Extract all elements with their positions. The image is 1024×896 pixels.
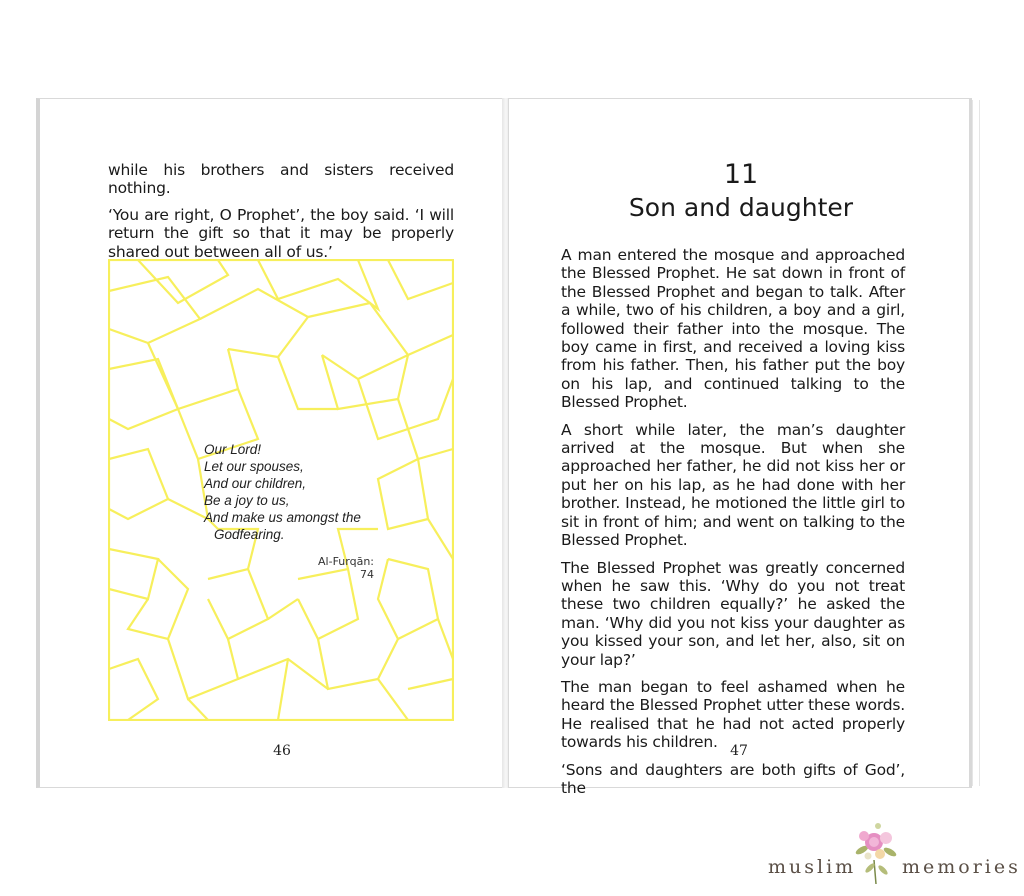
quote-line: Be a joy to us, <box>204 493 290 508</box>
right-page <box>508 98 972 797</box>
watermark-word-right: memories <box>902 856 1021 878</box>
quote-line: Godfearing. <box>214 527 285 542</box>
right-page-text <box>561 246 905 806</box>
right-paragraph: ‘Sons and daughters are both gifts of God’, the <box>561 760 905 797</box>
left-paragraph: while his brothers and sisters received nothing. <box>108 161 454 198</box>
right-paragraph: A short while later, the man’s daughter arrived at the mosque. But when she approached her father, he did not kiss her or put her on his lap, as he had done with her brother. Instead, he motioned the little girl to sit in front of him; and went on talking to the Blessed Prophet. <box>561 420 905 550</box>
chapter-number: 11 <box>723 159 759 190</box>
page-number-right: 47 <box>730 743 748 759</box>
right-paragraph: A man entered the mosque and approached the Blessed Prophet. He sat down in front of the Blessed Prophet and began to talk. After a while, two of his children, a boy and a girl, followed their father into the mosque. The boy came in first, and received a loving kiss from his father. Then, his father put the boy on his lap, and continued talking to the Blessed Prophet. <box>561 246 905 412</box>
quote-line: Let our spouses, <box>204 459 304 474</box>
right-paragraph: The man began to feel ashamed when he heard the Blessed Prophet utter these words. He realised that he had not acted properly towards his children. <box>561 677 905 752</box>
open-book <box>36 98 980 797</box>
chapter-title: Son and daughter <box>628 193 854 222</box>
watermark-logo <box>768 820 1021 890</box>
quote-line: And our children, <box>204 476 307 491</box>
right-paragraph: The Blessed Prophet was greatly concerned when he saw this. ‘Why do you not treat these two children equally?’ he asked the man. ‘Why did you not kiss your daughter as you kissed your son, and let her, also, sit on your lap?’ <box>561 558 905 669</box>
left-paragraph: ‘You are right, O Prophet’, the boy said. ‘I will return the gift so that it may be properly shared out between all of us.’ <box>108 205 454 261</box>
flower-bouquet-icon <box>850 820 902 886</box>
watermark-word-left: muslim <box>768 856 857 878</box>
page-edges <box>972 100 980 786</box>
page-number-left: 46 <box>273 743 291 759</box>
quran-quote <box>204 441 376 543</box>
quote-line: And make us amongst the <box>204 510 361 525</box>
left-page <box>36 98 504 788</box>
left-page-text <box>108 161 454 269</box>
quote-line: Our Lord! <box>204 442 262 457</box>
quote-citation: Al-Furqān: 74 <box>318 555 374 581</box>
